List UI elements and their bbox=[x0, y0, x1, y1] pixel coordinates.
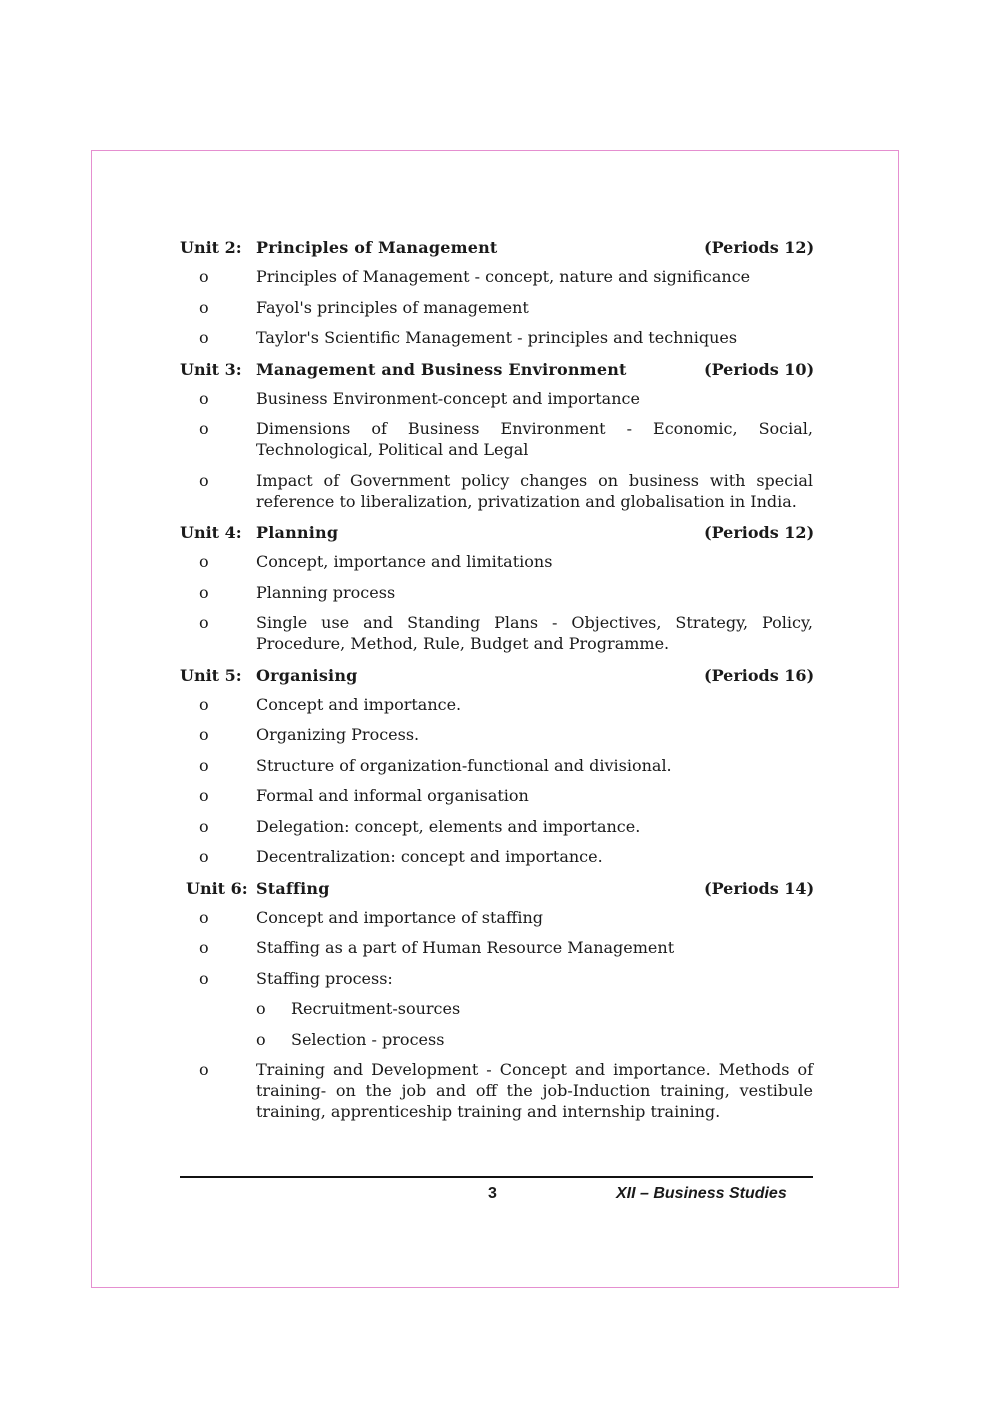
unit-periods: (Periods 14) bbox=[704, 878, 815, 898]
bullet-icon: o bbox=[199, 613, 209, 632]
list-item: o Concept and importance. bbox=[199, 694, 462, 714]
bullet-icon: o bbox=[199, 582, 209, 602]
unit-title: Management and Business Environment bbox=[256, 359, 627, 379]
unit-number: Unit 3: bbox=[180, 359, 242, 379]
bullet-icon: o bbox=[199, 470, 209, 490]
bullet-icon: o bbox=[199, 297, 209, 317]
list-item: o Staffing as a part of Human Resource Management bbox=[199, 938, 675, 957]
bullet-icon: o bbox=[256, 1029, 266, 1049]
list-item: o Business Environment-concept and importance bbox=[199, 388, 640, 408]
unit-4-heading bbox=[180, 521, 813, 551]
unit-periods: (Periods 10) bbox=[704, 359, 815, 379]
footer-rule bbox=[180, 1176, 813, 1178]
unit-title: Planning bbox=[256, 523, 339, 542]
bullet-icon: o bbox=[199, 1060, 209, 1079]
unit-number: Unit 2: bbox=[180, 238, 242, 257]
list-item: o Impact of Government policy changes on business with special reference to liberalization, privatization and globalisation in India. bbox=[199, 470, 813, 511]
bullet-icon: o bbox=[199, 907, 209, 927]
list-item: o Training and Development - Concept and importance. Methods of training- on the job and off the job-Induction training, vestibule training, apprenticeship training and internship training. bbox=[199, 1060, 813, 1121]
unit-periods: (Periods 12) bbox=[704, 238, 815, 257]
bullet-icon: o bbox=[199, 267, 209, 286]
bullet-icon: o bbox=[199, 938, 209, 957]
list-item: o Structure of organization-functional and divisional. bbox=[199, 755, 672, 775]
syllabus-content bbox=[180, 236, 813, 1132]
list-item: o Concept and importance of staffing bbox=[199, 907, 543, 927]
unit-2-heading bbox=[180, 236, 813, 266]
list-item: o Decentralization: concept and importance. bbox=[199, 847, 603, 866]
unit-number: Unit 5: bbox=[180, 665, 242, 685]
unit-title: Principles of Management bbox=[256, 238, 498, 257]
bullet-icon: o bbox=[199, 694, 209, 714]
list-item: o Delegation: concept, elements and importance. bbox=[199, 816, 641, 836]
list-item: o Single use and Standing Plans - Objectives, Strategy, Policy, Procedure, Method, Rule, Budget and Programme. bbox=[199, 613, 813, 653]
bullet-icon: o bbox=[199, 419, 209, 438]
list-item: o Organizing Process. bbox=[199, 725, 420, 744]
unit-periods: (Periods 16) bbox=[704, 665, 815, 685]
bullet-icon: o bbox=[199, 388, 209, 408]
list-item: o Dimensions of Business Environment - Economic, Social, Technological, Political and Legal bbox=[199, 419, 813, 459]
page-number: 3 bbox=[488, 1185, 497, 1202]
bullet-icon: o bbox=[199, 755, 209, 775]
bullet-icon: o bbox=[199, 786, 209, 805]
list-item: o Formal and informal organisation bbox=[199, 786, 529, 805]
list-item: o Taylor's Scientific Management - principles and techniques bbox=[199, 328, 738, 347]
list-item: o Concept, importance and limitations bbox=[199, 552, 553, 571]
bullet-icon: o bbox=[199, 552, 209, 571]
unit-5-heading bbox=[180, 664, 813, 694]
unit-6-heading bbox=[180, 877, 813, 907]
bullet-icon: o bbox=[199, 725, 209, 744]
unit-number: Unit 4: bbox=[180, 523, 242, 542]
unit-3-heading bbox=[180, 358, 813, 388]
unit-number: Unit 6: bbox=[186, 878, 248, 898]
book-title: XII – Business Studies bbox=[616, 1185, 787, 1202]
bullet-icon: o bbox=[199, 328, 209, 347]
unit-title: Organising bbox=[256, 665, 358, 685]
unit-periods: (Periods 12) bbox=[704, 523, 815, 542]
unit-title: Staffing bbox=[256, 878, 330, 898]
sub-list-item: o Recruitment-sources bbox=[256, 999, 461, 1018]
list-item: o Fayol's principles of management bbox=[199, 297, 529, 317]
bullet-icon: o bbox=[199, 968, 209, 988]
list-item: o Staffing process: bbox=[199, 968, 393, 988]
sub-list-item: o Selection - process bbox=[256, 1029, 445, 1049]
bullet-icon: o bbox=[199, 847, 209, 866]
list-item: o Principles of Management - concept, nature and significance bbox=[199, 267, 751, 286]
bullet-icon: o bbox=[199, 816, 209, 836]
bullet-icon: o bbox=[256, 999, 266, 1018]
list-item: o Planning process bbox=[199, 582, 396, 602]
